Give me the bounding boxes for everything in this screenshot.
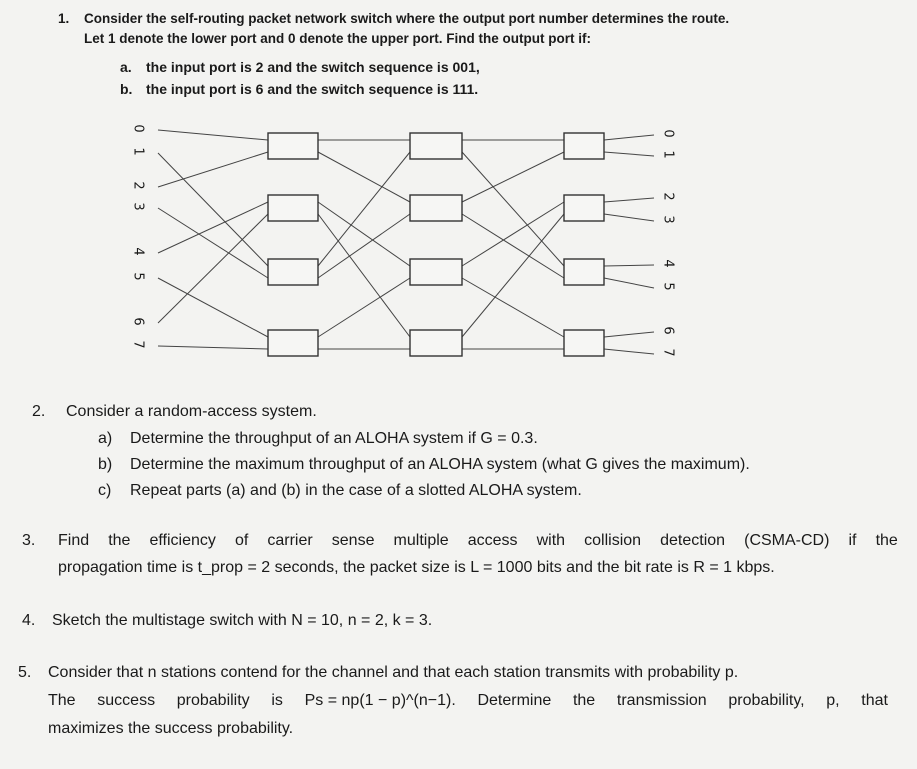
switch-box bbox=[268, 133, 318, 159]
stage2-link bbox=[462, 202, 564, 266]
output-link-6 bbox=[604, 332, 654, 337]
question-5-line-2-word: The bbox=[48, 692, 76, 709]
switch-box bbox=[410, 330, 462, 356]
switch-box bbox=[410, 259, 462, 285]
output-link-0 bbox=[604, 135, 654, 140]
question-3-line-1-word: of bbox=[234, 532, 249, 549]
stage1-link bbox=[318, 202, 410, 266]
question-3-number: 3. bbox=[22, 532, 36, 549]
question-2-number: 2. bbox=[32, 403, 46, 420]
question-3-line-1-word: the bbox=[108, 532, 131, 549]
input-port-label: 3 bbox=[130, 202, 146, 211]
question-5-line-2-word: transmission bbox=[616, 692, 707, 709]
input-port-label: 7 bbox=[130, 340, 146, 349]
question-4 bbox=[22, 608, 432, 634]
input-link-3 bbox=[158, 208, 268, 278]
switch-network-svg bbox=[120, 108, 700, 380]
question-2-text: Consider a random-access system. bbox=[66, 403, 317, 420]
switch-box bbox=[564, 259, 604, 285]
part-label: b) bbox=[98, 456, 113, 473]
stage1-link bbox=[318, 152, 410, 266]
input-port-label: 6 bbox=[130, 317, 146, 326]
question-3-line-1-word: sense bbox=[331, 532, 375, 549]
question-5-line-2 bbox=[48, 688, 888, 714]
switch-box bbox=[410, 195, 462, 221]
question-3-line-1-word: Find bbox=[58, 532, 90, 549]
question-3-line-1 bbox=[58, 528, 898, 554]
question-3-line-1-word: (CSMA-CD) bbox=[744, 532, 830, 549]
question-3-line-1-word: with bbox=[536, 532, 566, 549]
switch-box bbox=[268, 195, 318, 221]
question-2-part-a bbox=[98, 426, 538, 452]
output-link-1 bbox=[604, 152, 654, 156]
output-link-5 bbox=[604, 278, 654, 288]
question-5-line-2-word: is bbox=[271, 692, 283, 709]
question-1-part-a bbox=[120, 58, 480, 76]
input-link-6 bbox=[158, 214, 268, 323]
question-1-part-b bbox=[120, 80, 478, 98]
question-1-line-1: Consider the self-routing packet network switch where the output port number determines the route. bbox=[84, 11, 730, 26]
question-3-line-1-word: detection bbox=[660, 532, 726, 549]
question-3-line-1-word: the bbox=[875, 532, 898, 549]
stage1-link bbox=[318, 214, 410, 278]
question-1-line-2: Let 1 denote the lower port and 0 denote the upper port. Find the output port if: bbox=[84, 31, 591, 46]
output-port-label: 2 bbox=[660, 192, 676, 201]
stage1-link bbox=[318, 214, 410, 337]
question-4-text: Sketch the multistage switch with N = 10, n = 2, k = 3. bbox=[52, 612, 433, 629]
question-3-line-1-word: efficiency bbox=[149, 532, 216, 549]
question-4-number: 4. bbox=[22, 612, 36, 629]
output-link-3 bbox=[604, 214, 654, 221]
question-5-number: 5. bbox=[18, 664, 32, 681]
input-port-label: 1 bbox=[130, 147, 146, 156]
part-label: a. bbox=[120, 59, 132, 75]
banyan-switch-diagram bbox=[120, 108, 700, 380]
input-port-label: 2 bbox=[130, 181, 146, 190]
question-5-line-1: Consider that n stations contend for the channel and that each station transmits with probability p. bbox=[48, 664, 739, 681]
question-5-line-2-word: success bbox=[97, 692, 156, 709]
stage2-link bbox=[462, 214, 564, 278]
switch-box bbox=[410, 133, 462, 159]
switch-box bbox=[564, 195, 604, 221]
switch-box bbox=[564, 133, 604, 159]
part-label: a) bbox=[98, 430, 113, 447]
output-port-label: 0 bbox=[660, 129, 676, 138]
stage2-link bbox=[462, 152, 564, 266]
output-port-label: 4 bbox=[660, 259, 676, 268]
switch-box bbox=[564, 330, 604, 356]
question-2-heading bbox=[32, 399, 317, 425]
part-text: the input port is 6 and the switch sequence is 111. bbox=[146, 81, 479, 97]
question-5-line-2-word: p, bbox=[826, 692, 840, 709]
input-link-0 bbox=[158, 130, 268, 140]
switch-box bbox=[268, 259, 318, 285]
question-5-line-2-word: probability, bbox=[728, 692, 805, 709]
question-5-line-3: maximizes the success probability. bbox=[48, 720, 294, 737]
switch-box bbox=[268, 330, 318, 356]
input-link-7 bbox=[158, 346, 268, 349]
output-link-7 bbox=[604, 349, 654, 354]
question-3-line-1-word: carrier bbox=[267, 532, 313, 549]
question-2-part-c bbox=[98, 478, 582, 504]
question-3-line-1-word: collision bbox=[584, 532, 642, 549]
input-port-label: 0 bbox=[130, 124, 146, 133]
stage1-link bbox=[318, 152, 410, 202]
question-5-line-2-word: probability bbox=[176, 692, 250, 709]
stage1-link bbox=[318, 278, 410, 337]
output-port-label: 1 bbox=[660, 150, 676, 159]
input-port-label: 5 bbox=[130, 272, 146, 281]
part-text: Determine the throughput of an ALOHA system if G = 0.3. bbox=[130, 430, 538, 447]
part-text: Repeat parts (a) and (b) in the case of a slotted ALOHA system. bbox=[130, 482, 582, 499]
question-5-line-2-word: Ps = np(1 − p)^(n−1). bbox=[304, 692, 456, 709]
input-link-5 bbox=[158, 278, 268, 337]
question-5-line-2-word: the bbox=[572, 692, 596, 709]
question-3-line-1-word: if bbox=[848, 532, 857, 549]
stage2-link bbox=[462, 152, 564, 202]
question-1-number: 1. bbox=[58, 11, 70, 26]
question-5-line-2-word: that bbox=[861, 692, 888, 709]
part-text: Determine the maximum throughput of an ALOHA system (what G gives the maximum). bbox=[130, 456, 750, 473]
stage2-link bbox=[462, 278, 564, 337]
part-label: b. bbox=[120, 81, 133, 97]
output-port-label: 7 bbox=[660, 348, 676, 357]
question-3-line-1-word: multiple bbox=[393, 532, 449, 549]
part-text: the input port is 2 and the switch sequence is 001, bbox=[146, 59, 480, 75]
output-link-4 bbox=[604, 265, 654, 266]
output-link-2 bbox=[604, 198, 654, 202]
question-2-part-b bbox=[98, 452, 750, 478]
output-port-label: 6 bbox=[660, 326, 676, 335]
output-port-label: 3 bbox=[660, 215, 676, 224]
output-port-label: 5 bbox=[660, 282, 676, 291]
question-5-line-2-word: Determine bbox=[477, 692, 552, 709]
question-3-line-2: propagation time is t_prop = 2 seconds, the packet size is L = 1000 bits and the bit rate is R = 1 kbps. bbox=[58, 559, 775, 576]
part-label: c) bbox=[98, 482, 112, 499]
question-3-line-1-word: access bbox=[467, 532, 518, 549]
stage2-link bbox=[462, 214, 564, 337]
input-port-label: 4 bbox=[130, 247, 146, 256]
